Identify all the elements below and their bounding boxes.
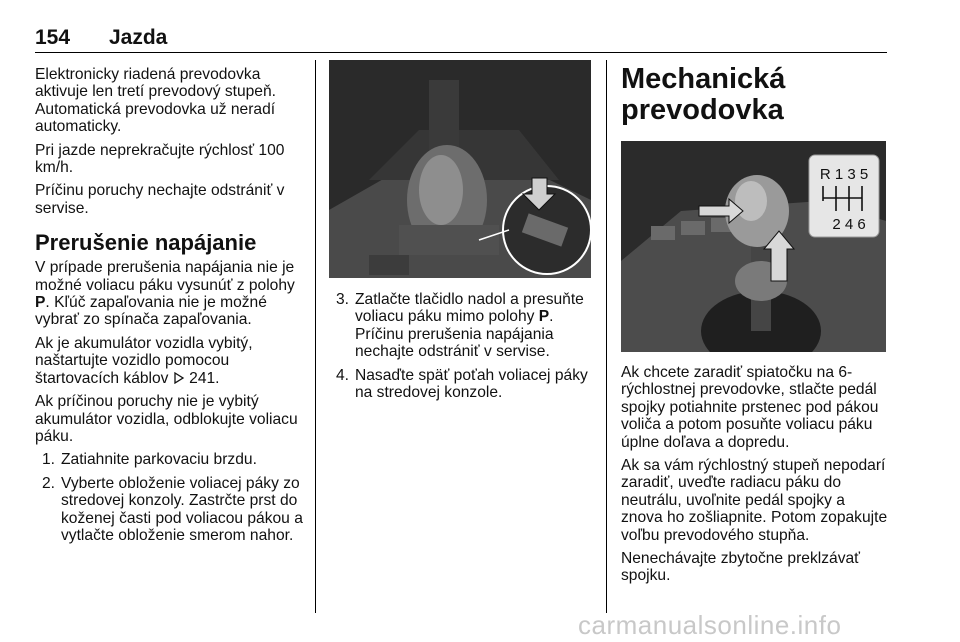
list-item: 1. Zatiahnite parkovaciu brzdu. — [42, 451, 257, 469]
chapter-title: Jazda — [109, 26, 168, 49]
list-item: 4. Nasaďte späť poťah voliacej páky na stredovej konzole. — [336, 366, 588, 402]
step-list — [35, 451, 303, 544]
paragraph: Príčinu poruchy nechajte odstrániť v servise. — [35, 182, 285, 217]
step-list — [329, 291, 595, 401]
gear-pattern-bottom: 2 4 6 — [832, 216, 866, 233]
page-header — [35, 22, 887, 53]
paragraph: Elektronicky riadená prevodovka aktivuje len tretí prevodový stupeň. Automatická prevodovka už neradí automaticky. — [35, 66, 276, 136]
right-column-text — [621, 364, 889, 591]
gear-pattern-top: R 1 3 5 — [819, 166, 869, 183]
list-item: 3. Zatlačte tlačidlo nadol a presuňte voliacu páku mimo polohy P. Príčinu prerušenia napájania nechajte odstrániť v servise. — [336, 291, 584, 361]
column-divider — [606, 60, 607, 613]
left-column — [35, 66, 303, 550]
watermark: carmanualsonline.info — [578, 610, 842, 640]
section-title: prevodovka — [621, 94, 784, 126]
paragraph: Ak sa vám rýchlostný stupeň nepodarí zaradiť, uveďte radiacu páku do neutrálu, uvoľnite pedál spojky a znova ho zošliapnite. Potom zopakujte voľbu prevodového stupňa. — [621, 457, 888, 544]
page-reference[interactable]: 241. — [184, 369, 220, 387]
paragraph: Ak je akumulátor vozidla vybitý, naštartujte vozidlo pomocou štartovacích káblov 241. — [35, 334, 253, 387]
column-divider — [315, 60, 316, 613]
paragraph: Nenechávajte zbytočne preklzávať spojku. — [621, 550, 861, 585]
middle-column — [329, 291, 595, 407]
right-column — [621, 64, 887, 126]
manual-gear-lever-illustration — [621, 141, 886, 352]
arrow-reference-icon[interactable] — [173, 370, 185, 387]
paragraph: Ak chcete zaradiť spiatočku na 6-rýchlostnej prevodovke, stlačte pedál spojky potiahnite prstenec pod pákou voliča a potom posuňte voliacu páku úplne doľava a dopredu. — [621, 364, 879, 451]
section-title: Mechanická — [621, 63, 786, 95]
list-item: 2. Vyberte obloženie voliacej páky zo stredovej konzoly. Zastrčte prst do koženej časti pod voliacou pákou a vytlačte obloženie smerom nahor. — [42, 474, 303, 544]
automatic-gear-selector-release-illustration — [329, 60, 591, 278]
paragraph: V prípade prerušenia napájania nie je možné voliacu páku vysunúť z polohy P. Kľúč zapaľovania nie je možné vybrať zo spínača zapaľovania. — [35, 259, 295, 329]
paragraph: Pri jazde neprekračujte rýchlosť 100 km/h. — [35, 141, 285, 177]
paragraph: Ak príčinou poruchy nie je vybitý akumulátor vozidla, odblokujte voliacu páku. — [35, 393, 298, 445]
section-title: Prerušenie napájanie — [35, 230, 257, 256]
page-number: 154 — [35, 26, 71, 49]
